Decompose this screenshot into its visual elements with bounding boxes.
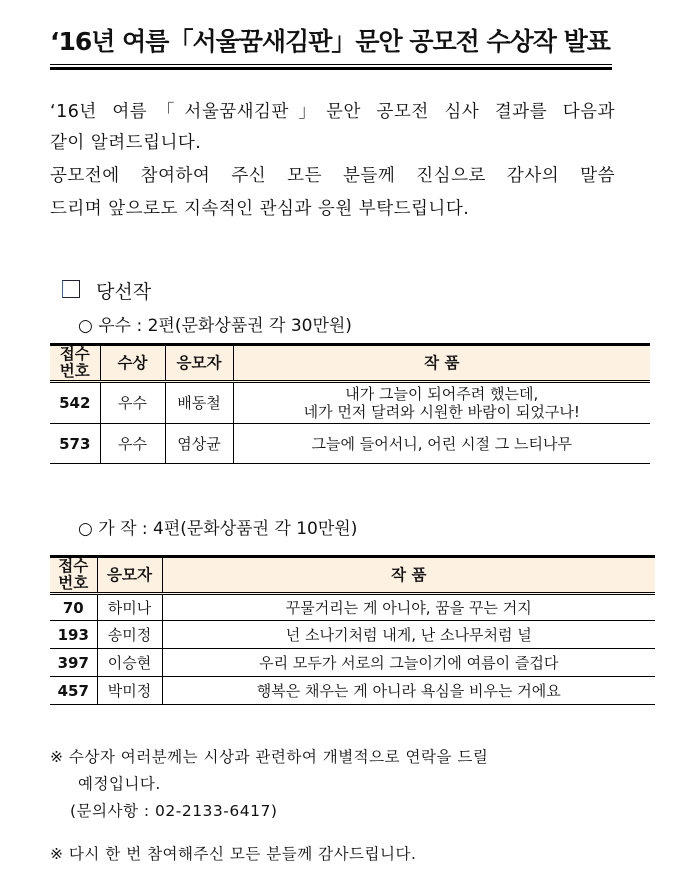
- table-row: [50, 424, 650, 464]
- table-row: [50, 649, 655, 677]
- cell-no: 70: [62, 598, 84, 617]
- table-row: [50, 677, 655, 705]
- cell-work: 행복은 채우는 게 아니라 욕심을 비우는 거에요: [162, 677, 655, 705]
- cell-no: 193: [57, 625, 89, 644]
- cell-no: 573: [59, 434, 91, 453]
- work-line: 네가 먼저 달려와 시원한 바람이 되었구나!: [303, 403, 580, 421]
- cell-prize: 우수: [100, 382, 165, 424]
- cell-name: 염상균: [165, 424, 233, 464]
- note-line: ※ 수상자 여러분께는 시상과 관련하여 개별적으로 연락을 드릴: [50, 748, 489, 766]
- header-no: 접수 번호: [50, 345, 100, 382]
- intro-line: 드리며 앞으로도 지속적인 관심과 응원 부탁드립니다.: [50, 199, 470, 219]
- header-no: 접수 번호: [50, 557, 97, 594]
- header-name: 응모자: [97, 557, 162, 594]
- cell-prize: 우수: [100, 424, 165, 464]
- intro-line: 공모전에 참여하여 주신 모든 분들께 진심으로 감사의 말씀: [50, 166, 615, 186]
- title-underline: [50, 64, 612, 65]
- cell-no: 457: [57, 681, 89, 700]
- title-underline-thick: [50, 67, 612, 70]
- header-work: 작 품: [162, 557, 655, 594]
- intro-line: 같이 알려드립니다.: [50, 133, 202, 153]
- cell-no: 542: [59, 394, 91, 412]
- cell-name: 배동철: [165, 382, 233, 424]
- cell-work: 그늘에 들어서니, 어린 시절 그 느티나무: [233, 424, 650, 464]
- cell-work: [233, 382, 650, 424]
- header-prize: 수상: [100, 345, 165, 382]
- intro-line: ‘16년 여름「서울꿈새김판」문안 공모전 심사 결과를 다음과: [50, 102, 615, 122]
- cell-name: 송미정: [97, 621, 162, 649]
- checkbox-square-icon: [62, 280, 80, 298]
- table-row: [50, 594, 655, 621]
- cell-work: 우리 모두가 서로의 그늘이기에 여름이 즐겁다: [162, 649, 655, 677]
- cell-name: 이승현: [97, 649, 162, 677]
- thanks-note: ※ 다시 한 번 참여해주신 모든 분들께 감사드립니다.: [50, 845, 417, 863]
- section-title: 당선작: [96, 281, 152, 303]
- note-line: 예정입니다.: [78, 775, 161, 793]
- cell-name: 하미나: [97, 594, 162, 621]
- page-title: ‘16년 여름「서울꿈새김판」문안 공모전 수상작 발표: [50, 27, 610, 56]
- award1-table: [50, 343, 650, 464]
- award2-heading: ○ 가 작 : 4편(문화상품권 각 10만원): [78, 519, 358, 539]
- header-work: 작 품: [233, 345, 650, 382]
- cell-no: 397: [57, 653, 89, 672]
- table-row: [50, 621, 655, 649]
- header-name: 응모자: [165, 345, 233, 382]
- cell-work: 넌 소나기처럼 내게, 난 소나무처럼 널: [162, 621, 655, 649]
- award1-heading: ○ 우수 : 2편(문화상품권 각 30만원): [78, 316, 352, 336]
- award2-table: [50, 555, 655, 705]
- table-row: [50, 382, 650, 424]
- work-line: 내가 그늘이 되어주려 했는데,: [345, 385, 539, 403]
- cell-name: 박미정: [97, 677, 162, 705]
- contact-info: (문의사항 : 02-2133-6417): [70, 802, 278, 820]
- cell-work: 꾸물거리는 게 아니야, 꿈을 꾸는 거지: [162, 594, 655, 621]
